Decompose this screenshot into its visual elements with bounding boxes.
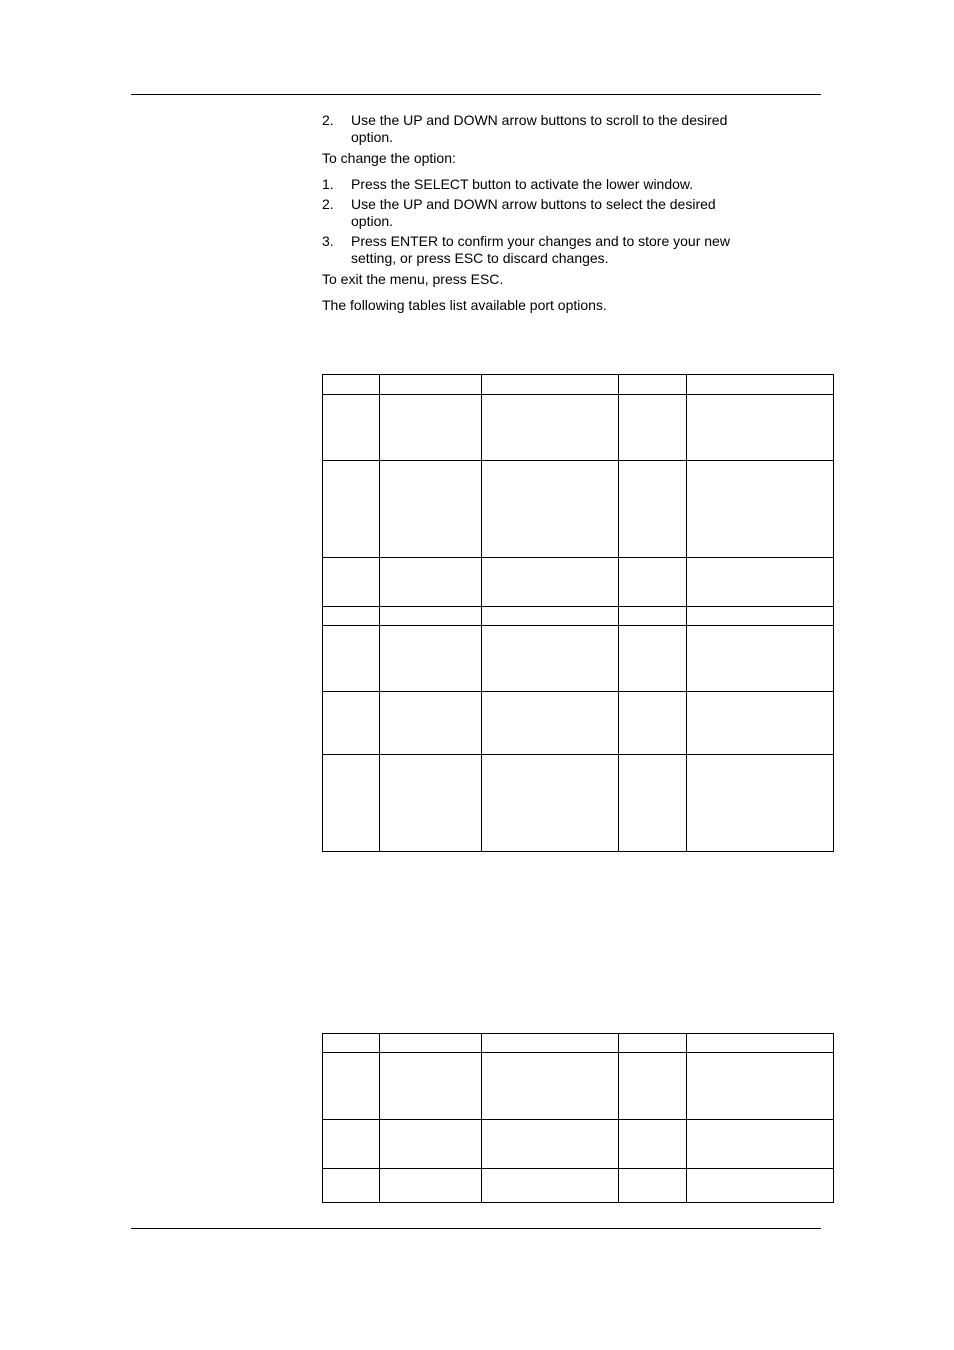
step-text: Use the UP and DOWN arrow buttons to scroll to the desired option. [351, 112, 728, 145]
table-cell [482, 1169, 619, 1203]
table-cell [323, 1169, 380, 1203]
table-row [323, 692, 834, 755]
table-cell [380, 1034, 482, 1053]
footer-rule [131, 1228, 821, 1229]
table-cell [482, 1120, 619, 1169]
table-cell [687, 755, 834, 852]
table-row [323, 375, 834, 395]
table-cell [380, 607, 482, 626]
table-cell [619, 1034, 687, 1053]
step-text: Press ENTER to confirm your changes and to store your new setting, or press ESC to discard changes. [351, 233, 730, 266]
list-item [322, 176, 742, 193]
table-cell [619, 1053, 687, 1120]
table-cell [687, 1120, 834, 1169]
step-number: 1. [322, 175, 334, 192]
table-row [323, 1120, 834, 1169]
table-row [323, 626, 834, 692]
table-cell [482, 375, 619, 395]
table-cell [380, 461, 482, 558]
table-cell [619, 692, 687, 755]
table-row [323, 607, 834, 626]
table-cell [380, 626, 482, 692]
table-cell [619, 1169, 687, 1203]
table-cell [323, 1034, 380, 1053]
table-cell [323, 395, 380, 461]
table-cell [619, 1120, 687, 1169]
port-options-table-1 [322, 374, 834, 852]
table-cell [482, 692, 619, 755]
table-cell [380, 692, 482, 755]
port-options-table-2 [322, 1033, 834, 1203]
table-cell [482, 1034, 619, 1053]
table-cell [619, 395, 687, 461]
list-item [322, 112, 742, 145]
table-cell [482, 1053, 619, 1120]
table-cell [380, 1120, 482, 1169]
table-cell [323, 626, 380, 692]
table-cell [687, 1169, 834, 1203]
table-cell [619, 755, 687, 852]
table-cell [687, 1053, 834, 1120]
step-text: Press the SELECT button to activate the lower window. [351, 175, 694, 192]
table-cell [380, 1169, 482, 1203]
table-cell [687, 395, 834, 461]
table-cell [323, 461, 380, 558]
table-cell [482, 626, 619, 692]
exit-instruction: To exit the menu, press ESC. [322, 271, 504, 287]
table-row [323, 1034, 834, 1053]
table-cell [619, 626, 687, 692]
table-cell [323, 558, 380, 607]
table-row [323, 558, 834, 607]
change-intro: To change the option: [322, 150, 456, 166]
continued-steps-list [322, 112, 742, 145]
table-cell [687, 692, 834, 755]
table-cell [687, 558, 834, 607]
table-row [323, 1169, 834, 1203]
step-number: 2. [322, 112, 334, 128]
table-cell [687, 375, 834, 395]
table-cell [380, 755, 482, 852]
table-cell [482, 755, 619, 852]
table-cell [380, 395, 482, 461]
table-cell [380, 375, 482, 395]
list-item [322, 196, 742, 229]
table-cell [482, 395, 619, 461]
table-cell [380, 1053, 482, 1120]
step-number: 2. [322, 196, 334, 212]
table-cell [619, 461, 687, 558]
table-row [323, 461, 834, 558]
step-number: 3. [322, 233, 334, 249]
tables-intro: The following tables list available port options. [322, 296, 607, 313]
table-cell [482, 558, 619, 607]
change-steps-list [322, 176, 742, 267]
list-item [322, 233, 742, 266]
table-cell [687, 607, 834, 626]
table-cell [482, 461, 619, 558]
table-cell [619, 558, 687, 607]
table-cell [619, 607, 687, 626]
table-cell [619, 375, 687, 395]
table-cell [687, 1034, 834, 1053]
table-cell [323, 375, 380, 395]
table-cell [323, 755, 380, 852]
table-cell [482, 607, 619, 626]
table-row [323, 395, 834, 461]
table-cell [323, 692, 380, 755]
table-cell [380, 558, 482, 607]
table-row [323, 755, 834, 852]
table-cell [323, 1120, 380, 1169]
table-cell [323, 1053, 380, 1120]
table-row [323, 1053, 834, 1120]
table-cell [687, 626, 834, 692]
table-cell [687, 461, 834, 558]
body-text [322, 112, 742, 322]
table-cell [323, 607, 380, 626]
step-text: Use the UP and DOWN arrow buttons to select the desired option. [351, 196, 716, 229]
header-rule [131, 94, 821, 95]
